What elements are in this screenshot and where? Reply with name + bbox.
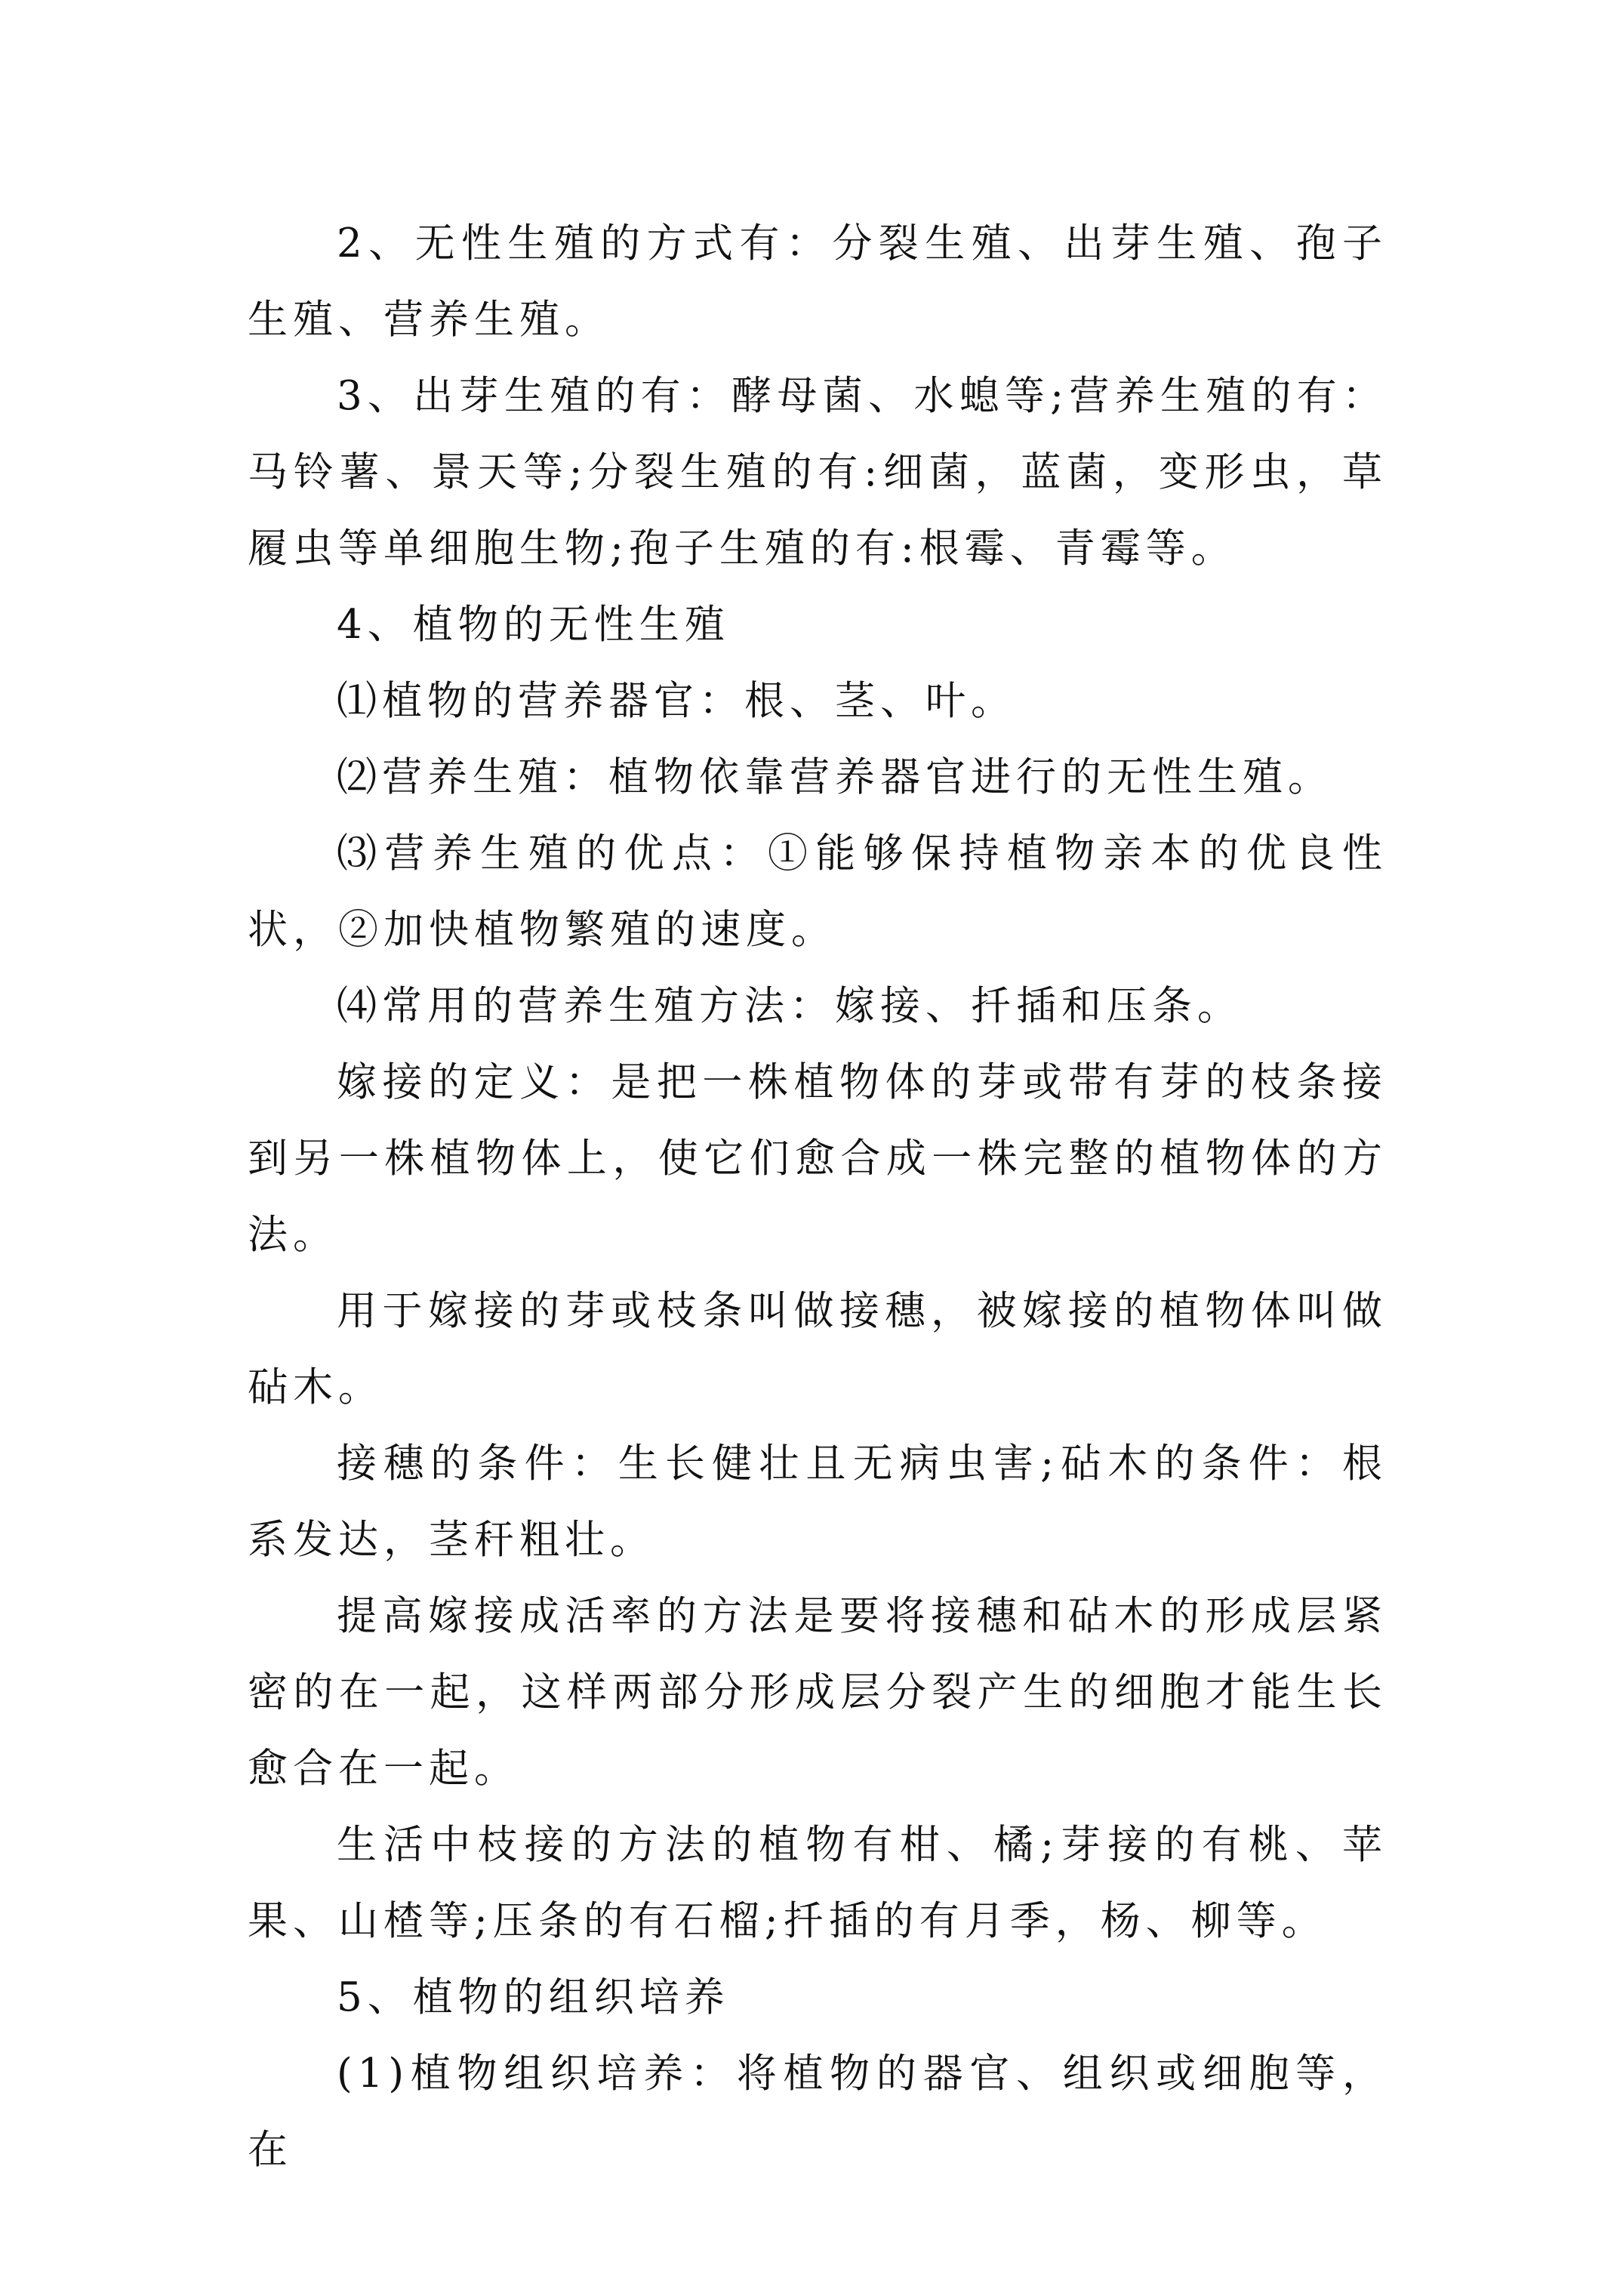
paragraph-vegetative-organs: ⑴植物的营养器官：根、茎、叶。 [337,678,1016,724]
paragraph-asexual-methods: 2、无性生殖的方式有：分裂生殖、出芽生殖、孢子生殖、营养生殖。 [248,220,1387,343]
paragraph-conditions: 接穗的条件：生长健壮且无病虫害;砧木的条件：根系发达，茎秆粗壮。 [248,1441,1387,1563]
paragraph-advantages: ⑶营养生殖的优点：①能够保持植物亲本的优良性状，②加快植物繁殖的速度。 [248,831,1387,953]
paragraph-grafting-definition: 嫁接的定义：是把一株植物体的芽或带有芽的枝条接到另一株植物体上，使它们愈合成一株完整的植物体的方法。 [248,1059,1387,1258]
paragraph-vegetative-reproduction: ⑵营养生殖：植物依靠营养器官进行的无性生殖。 [337,754,1333,800]
paragraph-success-rate: 提高嫁接成活率的方法是要将接穗和砧木的形成层紧密的在一起，这样两部分形成层分裂产生的细胞才能生长愈合在一起。 [248,1593,1387,1792]
paragraph-scion-rootstock: 用于嫁接的芽或枝条叫做接穗，被嫁接的植物体叫做砧木。 [248,1288,1387,1410]
paragraph-tissue-culture-definition: (1)植物组织培养：将植物的器官、组织或细胞等，在 [248,2051,1387,2173]
paragraph-examples: 3、出芽生殖的有：酵母菌、水螅等;营养生殖的有：马铃薯、景天等;分裂生殖的有:细菌，蓝菌，变形虫，草履虫等单细胞生物;孢子生殖的有:根霉、青霉等。 [248,373,1387,572]
document-body [248,205,1387,2188]
section-heading-tissue-culture: 5、植物的组织培养 [337,1974,730,2020]
section-heading-plant-asexual: 4、植物的无性生殖 [337,602,730,648]
paragraph-daily-examples: 生活中枝接的方法的植物有柑、橘;芽接的有桃、苹果、山楂等;压条的有石榴;扦插的有月季，杨、柳等。 [248,1822,1387,1944]
paragraph-common-methods: ⑷常用的营养生殖方法：嫁接、扦插和压条。 [337,983,1243,1029]
